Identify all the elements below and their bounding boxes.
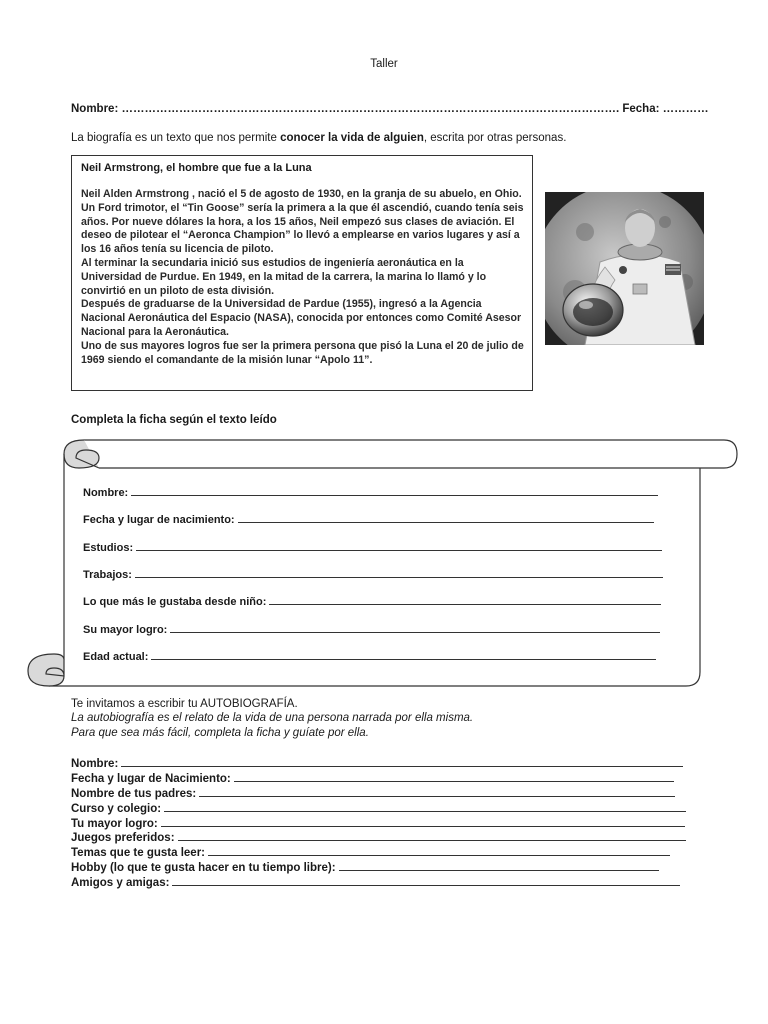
ficha-label: Nombre: bbox=[83, 487, 129, 499]
auto-field bbox=[71, 786, 675, 800]
answer-line[interactable] bbox=[135, 567, 663, 578]
ficha-label: Lo que más le gustaba desde niño: bbox=[83, 596, 267, 608]
answer-line[interactable] bbox=[269, 594, 661, 605]
ficha-field bbox=[83, 485, 658, 499]
bio-paragraph: Después de graduarse de la Universidad de Pardue (1955), ingresó a la Agencia Nacional Aeronáutica del Espacio (NASA), conocida por entonces como Comité Asesor Nacional para la Aeronáutica. bbox=[81, 298, 522, 338]
answer-line[interactable] bbox=[161, 816, 685, 827]
auto-label: Temas que te gusta leer: bbox=[71, 847, 205, 859]
answer-line[interactable] bbox=[136, 540, 662, 551]
auto-label: Fecha y lugar de Nacimiento: bbox=[71, 773, 231, 785]
ficha-label: Trabajos: bbox=[83, 569, 132, 581]
ficha-field bbox=[83, 540, 662, 554]
bio-paragraph: Uno de sus mayores logros fue ser la primera persona que pisó la Luna el 20 de julio de 1969 siendo el comandante de la misión lunar “Apolo 11”. bbox=[81, 339, 524, 366]
ficha-field bbox=[83, 622, 660, 636]
intro-after: , escrita por otras personas. bbox=[423, 132, 567, 144]
ficha-label: Edad actual: bbox=[83, 651, 149, 663]
auto-label: Curso y colegio: bbox=[71, 803, 162, 815]
auto-field bbox=[71, 771, 674, 785]
page-title: Taller bbox=[370, 58, 398, 70]
answer-line[interactable] bbox=[238, 512, 654, 523]
auto-field bbox=[71, 756, 683, 770]
intro-text bbox=[71, 132, 566, 144]
auto-field bbox=[71, 801, 686, 815]
answer-line[interactable] bbox=[151, 649, 656, 660]
auto-label: Amigos y amigas: bbox=[71, 877, 170, 889]
autobiografia-instruction: Para que sea más fácil, completa la ficha y guíate por ella. bbox=[71, 727, 369, 739]
auto-field bbox=[71, 816, 685, 830]
auto-label: Juegos preferidos: bbox=[71, 832, 175, 844]
auto-label: Nombre: bbox=[71, 758, 119, 770]
ficha-field bbox=[83, 567, 663, 581]
ficha-field bbox=[83, 512, 654, 526]
answer-line[interactable] bbox=[170, 622, 660, 633]
answer-line[interactable] bbox=[234, 771, 674, 782]
ficha-heading: Completa la ficha según el texto leído bbox=[71, 414, 277, 426]
biography-title: Neil Armstrong, el hombre que fue a la Luna bbox=[81, 162, 312, 174]
answer-line[interactable] bbox=[199, 786, 675, 797]
bio-paragraph: Al terminar la secundaria inició sus estudios de ingeniería aeronáutica en la Universidad de Purdue. En 1949, en la mitad de la carrera, la marina lo llamó y lo convirtió en un piloto de esta división. bbox=[81, 256, 487, 297]
ficha-field bbox=[83, 594, 661, 608]
name-date-line: Nombre: …………………………………………………………………………………………………………………. Fecha: ………… bbox=[71, 103, 709, 115]
answer-line[interactable] bbox=[208, 845, 670, 856]
auto-field bbox=[71, 845, 670, 859]
auto-label: Hobby (lo que te gusta hacer en tu tiempo libre): bbox=[71, 862, 336, 874]
bio-paragraph: Un Ford trimotor, el “Tin Goose” sería la primera a la que él ascendió, cuando tenía seis años. Por nueve dólares la hora, a los 15 años, Neil empezó sus clases de aviación. El deseo de pilotear el “Aeronca Champion” lo llevó a emplearse en varios lugares y así a los 16 años tenía su licencia de piloto. bbox=[81, 201, 524, 256]
intro-bold: conocer la vida de alguien bbox=[280, 132, 424, 144]
auto-field bbox=[71, 860, 659, 874]
intro-before: La biografía es un texto que nos permite bbox=[71, 132, 281, 144]
answer-line[interactable] bbox=[164, 801, 686, 812]
ficha-field bbox=[83, 649, 656, 663]
answer-line[interactable] bbox=[121, 756, 683, 767]
bio-paragraph: Neil Alden Armstrong , nació el 5 de agosto de 1930, en la granja de su abuelo, en Ohio. bbox=[81, 188, 522, 200]
ficha-label: Estudios: bbox=[83, 542, 134, 554]
astronaut-photo bbox=[545, 192, 704, 345]
answer-line[interactable] bbox=[131, 485, 658, 496]
answer-line[interactable] bbox=[172, 875, 680, 886]
ficha-label: Fecha y lugar de nacimiento: bbox=[83, 514, 235, 526]
auto-label: Nombre de tus padres: bbox=[71, 788, 197, 800]
answer-line[interactable] bbox=[178, 830, 686, 841]
ficha-label: Su mayor logro: bbox=[83, 624, 168, 636]
auto-label: Tu mayor logro: bbox=[71, 818, 158, 830]
answer-line[interactable] bbox=[339, 860, 659, 871]
autobiografia-invite: Te invitamos a escribir tu AUTOBIOGRAFÍA. bbox=[71, 698, 298, 710]
biography-body bbox=[81, 188, 526, 367]
autobiografia-definition: La autobiografía es el relato de la vida de una persona narrada por ella misma. bbox=[71, 712, 474, 724]
auto-field bbox=[71, 875, 680, 889]
auto-field bbox=[71, 830, 686, 844]
